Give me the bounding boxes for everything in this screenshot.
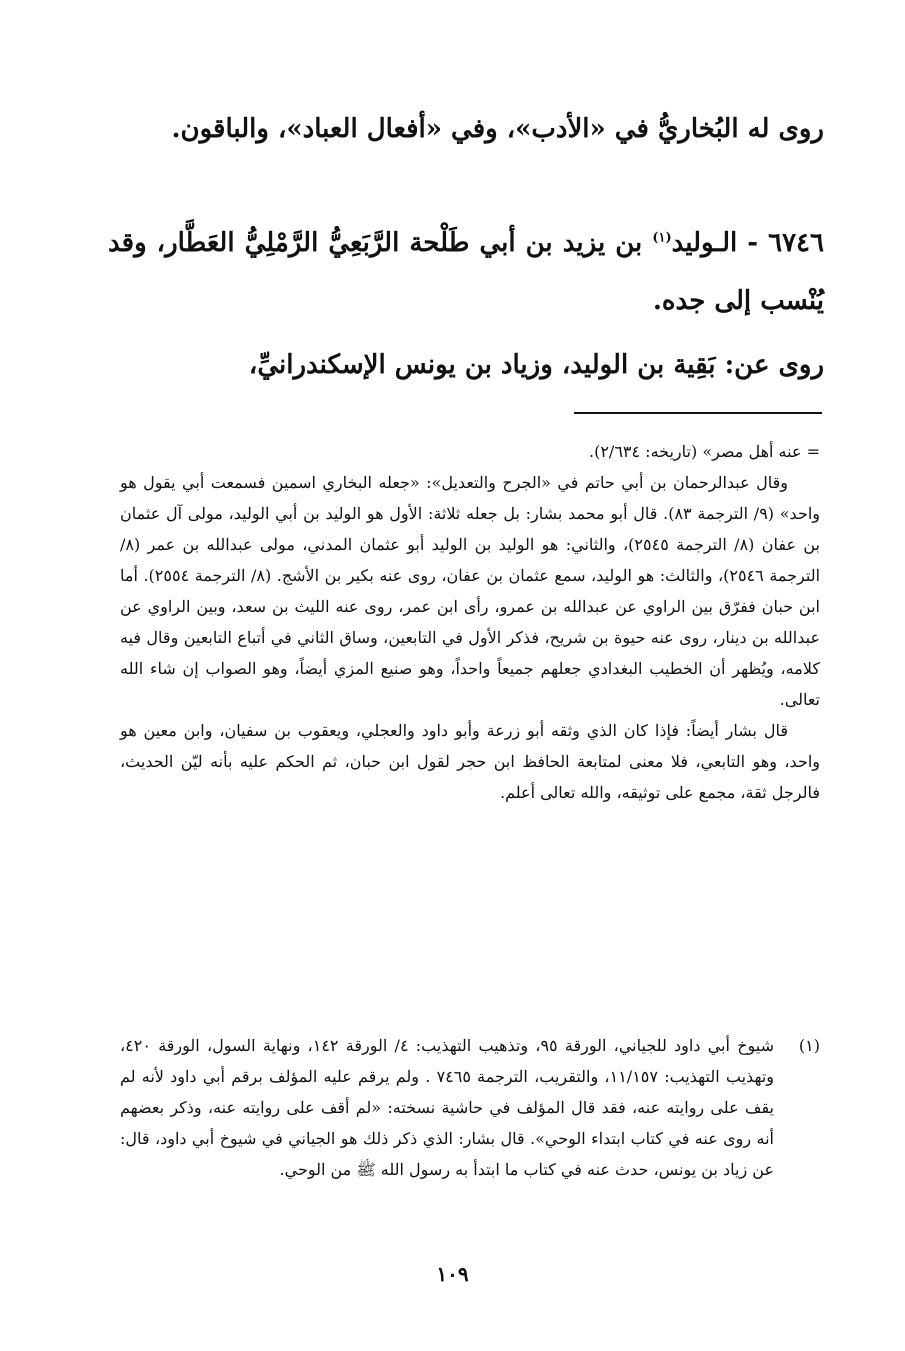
footnote-1-text: شيوخ أبي داود للجياني، الورقة ٩٥، وتذهيب التهذيب: ٤/ الورقة ١٤٢، ونهاية السول، الورقة ٤٢٠، وتهذيب التهذيب: ١١/١٥٧، والتقريب، الترجمة ٧٤٦٥ . ولم يرقم عليه المؤلف برقم أبي داود لأنه لم يقف على روايته عنه، فقد قال المؤلف في حاشية نسخته: «لم أقف على روايته عنه، وذكر بعضهم أنه روى عنه في كتاب ابتداء الوحي». قال بشار: الذي ذكر ذلك هو الجياني في شيوخ أبي داود، قال: عن زياد بن يونس، حدث عنه في كتاب ما ابتدأ به رسول الله ﷺ من الوحي. <box>120 1036 775 1179</box>
footnote-1 <box>120 1030 820 1185</box>
main-paragraph-narrated-from <box>108 336 824 394</box>
main-paragraph-1-text: روى له البُخاريُّ في «الأدب»، وفي «أفعال العباد»، والباقون. <box>171 114 824 144</box>
footnote-reference: (١) <box>652 230 672 246</box>
page-number: ١٠٩ <box>436 1262 469 1286</box>
narrated-from-text: بَقِية بن الوليد، وزياد بن يونس الإسكندرانيِّ، <box>248 350 725 380</box>
footnote-continuation <box>120 436 820 808</box>
footnote-1-paragraph <box>120 1030 820 1185</box>
entry-rest-text: بن يزيد بن أبي طَلْحة الرَّبَعِيُّ الرَّمْلِيُّ العَطَّار، وقد يُنْسب إلى جده. <box>108 228 824 316</box>
entry-name: الـوليد <box>671 228 738 258</box>
main-paragraph-1 <box>108 100 824 158</box>
narrated-from-label: روى عن: <box>724 350 824 380</box>
main-paragraph-entry <box>108 214 824 330</box>
entry-dash: - <box>737 228 769 258</box>
entry-number: ٦٧٤٦ <box>768 228 824 258</box>
footnote-cont-paragraph-1: = عنه أهل مصر» (تاريخه: ٢/٦٣٤). <box>589 442 820 461</box>
footnote-cont-paragraph-3: قال بشار أيضاً: فإذا كان الذي وثقه أبو زرعة وأبو داود والعجلي، ويعقوب بن سفيان، وابن معين هو واحد، وهو التابعي، فلا معنى لمتابعة الحافظ ابن حجر لقول ابن حبان، ثم الحكم عليه بأنه ليّن الحديث، فالرجل ثقة، مجمع على توثيقه، والله تعالى أعلم. <box>120 721 821 802</box>
footnote-cont-paragraph-2: وقال عبدالرحمان بن أبي حاتم في «الجرح والتعديل»: «جعله البخاري اسمين فسمعت أبي يقول هو واحد» (٩/ الترجمة ٨٣). قال أبو محمد بشار: بل جعله ثلاثة: الأول هو الوليد بن أبي الوليد، مولى آل عثمان بن عفان (٨/ الترجمة ٢٥٤٥)، والثاني: هو الوليد بن الوليد أبو عثمان المدني، مولى عبدالله بن عمر (٨/ الترجمة ٢٥٤٦)، والثالث: هو الوليد، سمع عثمان بن عفان، روى عنه بكير بن الأشج. (٨/ الترجمة ٢٥٥٤). أما ابن حبان ففرّق بين الراوي عن عبدالله بن عمرو، رأى ابن عمر، روى عنه الليث بن سعد، وبين الراوي عن عبدالله بن دينار، روى عنه حيوة بن شريح، فذكر الأول في التابعين، وساق الثاني في أتباع التابعين وقال فيه كلامه، ويُظهر أن الخطيب البغدادي جعلهم جميعاً واحداً، وهو صنيع المزي أيضاً، وهو الصواب إن شاء الله تعالى. <box>120 473 821 709</box>
footnote-separator-rule <box>574 412 822 414</box>
footnote-1-marker: (١) <box>798 1036 820 1055</box>
